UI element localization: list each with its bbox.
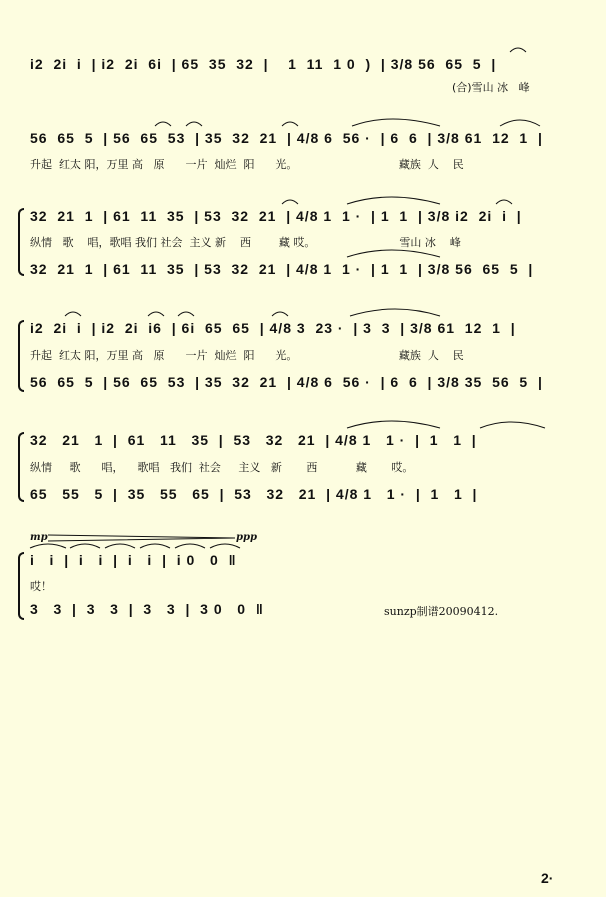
tie-arc (178, 312, 194, 316)
tie-arc (347, 250, 440, 257)
score-line-3: 32 21 1 | 61 11 35 | 53 32 21 | 4/8 1 1 · | 1 1 | 3/8 i2 2i i | (30, 208, 522, 224)
tie-arc (350, 309, 440, 316)
tie-arc (352, 119, 440, 126)
tie-arc (30, 544, 66, 548)
tie-arc (140, 544, 170, 548)
tie-arc (148, 312, 164, 316)
tie-arc (347, 197, 440, 204)
tie-arc (496, 200, 512, 204)
lyric-line-2: 升起 红太 阳，万里 高 原 一片 灿烂 阳 光。 藏族 人 民 (30, 158, 464, 171)
tie-arc (65, 312, 81, 316)
dynamic-start: mp (30, 532, 48, 543)
tie-arc (347, 421, 440, 428)
tie-arc (500, 120, 540, 126)
dynamic-end: ppp (236, 532, 257, 543)
tie-arc (70, 544, 100, 548)
tie-arc (480, 422, 545, 428)
score-line-7: 32 21 1 | 61 11 35 | 53 32 21 | 4/8 1 1 · | 1 1 | (30, 432, 477, 448)
score-line-4: 32 21 1 | 61 11 35 | 53 32 21 | 4/8 1 1 · | 1 1 | 3/8 56 65 5 | (30, 261, 534, 277)
tie-arc (282, 200, 298, 204)
diminuendo-hairpin (48, 535, 235, 541)
tie-arc (510, 48, 526, 52)
lyric-line-1: (合)雪山 冰 峰 (452, 81, 530, 94)
lyric-line-5: 升起 红太 阳，万里 高 原 一片 灿烂 阳 光。 藏族 人 民 (30, 349, 464, 362)
credit-text: sunzp制谱20090412. (384, 605, 499, 618)
tie-arc (272, 312, 288, 316)
tie-arc (282, 122, 298, 126)
score-line-2: 56 65 5 | 56 65 53 | 35 32 21 | 4/8 6 56 · | 6 6 | 3/8 61 12 1 | (30, 130, 543, 146)
score-line-5: i2 2i i | i2 2i i6 | 6i 65 65 | 4/8 3 23 · | 3 3 | 3/8 61 12 1 | (30, 320, 516, 336)
tie-arc (105, 544, 135, 548)
score-line-8: 65 55 5 | 35 55 65 | 53 32 21 | 4/8 1 1 · | 1 1 | (30, 486, 478, 502)
lyric-line-7: 纵情 歌 唱， 歌唱 我们 社会 主义 新 西 藏 哎。 (30, 461, 414, 474)
tie-arc (155, 122, 171, 126)
tie-arc (210, 544, 240, 548)
lyric-line-3: 纵情 歌 唱，歌唱 我们 社会 主义 新 西 藏 哎。 雪山 冰 峰 (30, 236, 461, 249)
score-line-1: i2 2i i | i2 2i 6i | 65 35 32 | 1 11 1 0 ) | 3/8 56 65 5 | (30, 56, 497, 72)
lyric-line-9: 哎！ (30, 580, 52, 593)
page-number: 2· (541, 870, 554, 886)
score-line-6: 56 65 5 | 56 65 53 | 35 32 21 | 4/8 6 56 · | 6 6 | 3/8 35 56 5 | (30, 374, 543, 390)
score-line-10: 3 3 | 3 3 | 3 3 | 3 0 0 ‖ (30, 601, 264, 617)
score-line-9: i i | i i | i i | i 0 0 ‖ (30, 552, 237, 568)
tie-arc (186, 122, 202, 126)
tie-arc (175, 544, 205, 548)
